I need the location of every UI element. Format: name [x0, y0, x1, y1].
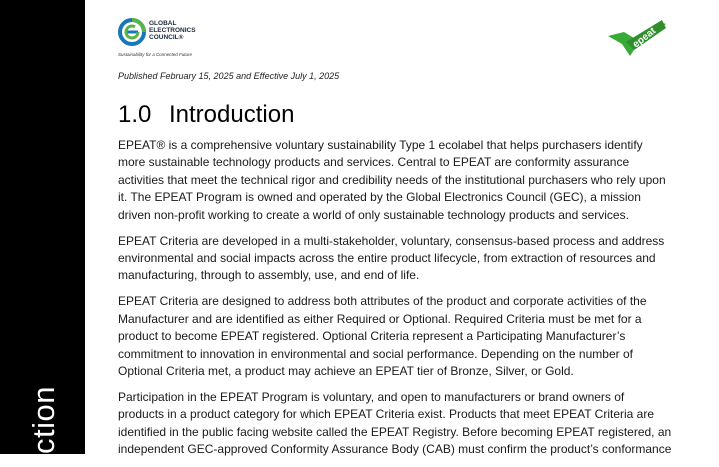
section-heading [118, 101, 294, 129]
gec-logo-line: COUNCIL® [149, 34, 184, 41]
gec-logo [118, 18, 196, 46]
gec-logo-icon [118, 18, 146, 46]
gec-logo-wordmark [149, 20, 196, 41]
gec-tagline: Sustainability for a Connected Future [118, 52, 193, 57]
section-sidebar [0, 0, 85, 454]
document-page [85, 0, 719, 457]
body-paragraph: Participation in the EPEAT Program is voluntary, and open to manufacturers or brand owners of products in a product category for which EPEAT Criteria exist. Products that meet EPEAT Criteria are identified in the public facing website called the EPEAT Registry. Before becoming EPEAT registered, an independent GEC-approved Conformity Assurance Body (CAB) must confirm the product’s conformance [118, 390, 672, 457]
gec-logo-line: ELECTRONICS [149, 27, 196, 34]
gec-logo-line: GLOBAL [149, 20, 177, 27]
epeat-logo-icon [604, 18, 670, 58]
body-paragraph: EPEAT Criteria are designed to address both attributes of the product and corporate activities of the Manufacturer and are identified as either Required or Optional. Required Criteria must be met for a product to become EPEAT registered. Optional Criteria represent a Participating Manufacturer’s commitment to innovation in environmental and social performance. Depending on the number of Optional Criteria met, a product may achieve an EPEAT tier of Bronze, Silver, or Gold. [118, 294, 647, 379]
sidebar-section-label: ction [26, 386, 61, 454]
body-paragraph: EPEAT® is a comprehensive voluntary sustainability Type 1 ecolabel that helps purchasers identify more sustainable technology products and services. Central to EPEAT are conformity assurance activities that meet the technical rigor and credibility needs of the institutional purchasers who rely upon it. The EPEAT Program is owned and operated by the Global Electronics Council (GEC), a mission driven non-profit working to create a world of only sustainable technology products and services. [118, 138, 666, 222]
body-paragraph: EPEAT Criteria are developed in a multi-stakeholder, voluntary, consensus-based process and address environmental and social impacts across the entire product lifecycle, from extraction of resources and manufacturing, through to assembly, use, and end of life. [118, 233, 665, 283]
publication-date: Published February 15, 2025 and Effective July 1, 2025 [118, 71, 340, 81]
section-body [118, 137, 673, 467]
epeat-logo-text: epeat [630, 25, 659, 51]
section-number: 1.0 [118, 101, 152, 128]
section-title: Introduction [169, 101, 295, 128]
